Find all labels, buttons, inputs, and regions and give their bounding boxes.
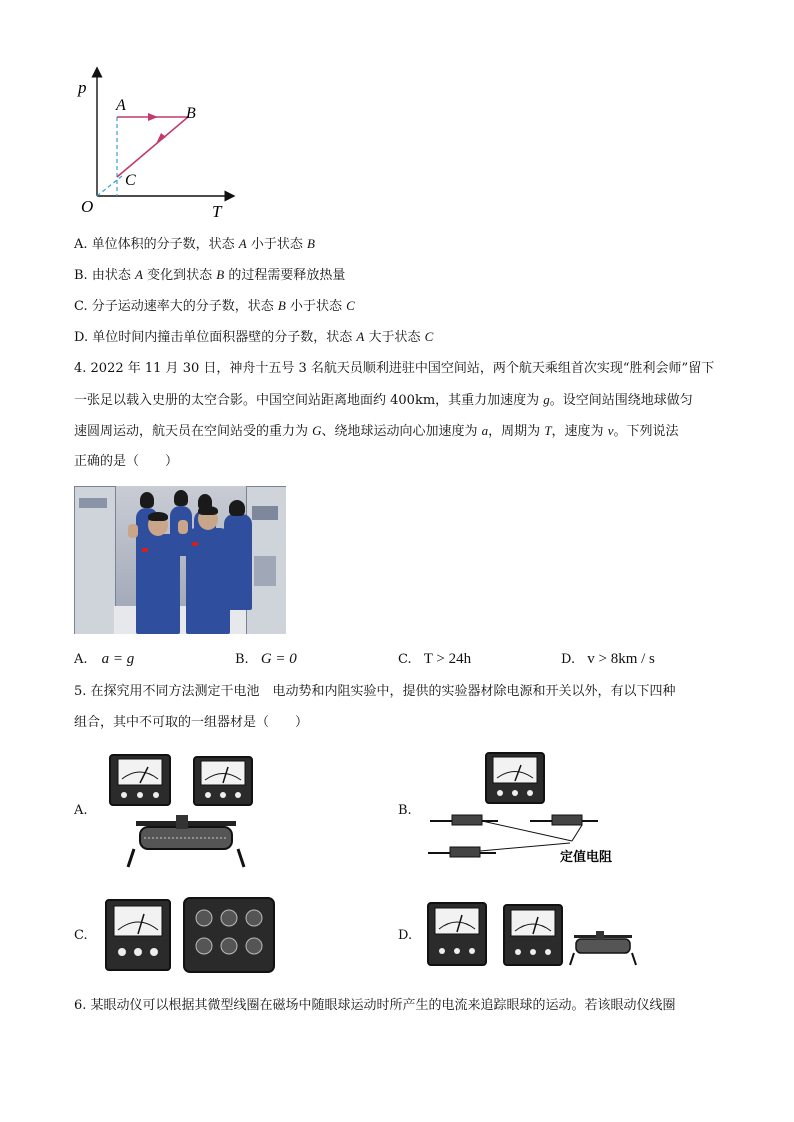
- waving-hand: [128, 524, 138, 538]
- astronaut-hair: [198, 506, 218, 515]
- meter-icon: [110, 755, 170, 805]
- q3-option-b: B. 由状态 A 变化到状态 B 的过程需要释放热量: [74, 267, 346, 283]
- photo-equipment: [254, 556, 276, 586]
- arrow-a-b: [148, 113, 158, 121]
- segment-b-c: [117, 117, 188, 177]
- photo-equipment: [79, 498, 107, 508]
- astronaut-head: [174, 490, 188, 506]
- astronaut-photo: [74, 486, 286, 634]
- meter-icon: [106, 900, 170, 970]
- meter-icon: [486, 753, 544, 803]
- rheostat-icon: [570, 931, 636, 965]
- astronaut-head: [229, 500, 245, 516]
- q5-option-d-label: D.: [398, 928, 413, 943]
- meter-icon: [428, 903, 486, 965]
- astronaut-hair: [148, 512, 168, 521]
- q3-option-c: C. 分子运动速率大的分子数，状态 B 小于状态 C: [74, 298, 355, 314]
- point-b-label: B: [186, 105, 196, 122]
- meter-icon: [504, 905, 562, 965]
- meter-icon: [194, 757, 252, 805]
- q4-option-a: A. a = g: [74, 651, 135, 667]
- q5-option-c-apparatus: [100, 888, 280, 976]
- photo-wall-left: [74, 486, 116, 634]
- flag-patch: [192, 542, 198, 546]
- q4-line-4: 正确的是（ ）: [74, 454, 179, 469]
- fixed-resistor-icon: [530, 815, 598, 825]
- resistance-box-icon: [184, 898, 274, 972]
- q5-line-1: 5. 在探究用不同方法测定干电池 电动势和内阻实验中，提供的实验器材除电源和开关以外，有以下四种: [74, 684, 676, 699]
- fixed-resistor-icon: [430, 815, 498, 825]
- astronaut-head: [140, 492, 154, 508]
- q5-option-c-label: C.: [74, 928, 88, 943]
- q4-option-b: B. G = 0: [235, 651, 297, 667]
- fixed-resistor-icon: [428, 847, 496, 857]
- point-c-label: C: [125, 172, 136, 189]
- q5-option-d-apparatus: [424, 895, 639, 975]
- q6-line-1: 6. 某眼动仪可以根据其微型线圈在磁场中随眼球运动时所产生的电流来追踪眼球的运动。若该眼动仪线圈: [74, 998, 676, 1013]
- arrow-b-c: [156, 133, 166, 144]
- y-axis-label: p: [78, 78, 87, 97]
- rheostat-icon: [128, 815, 244, 867]
- photo-equipment: [252, 506, 278, 520]
- x-axis-label: T: [212, 202, 222, 221]
- q4-option-d: D. v > 8km / s: [561, 651, 655, 667]
- resistor-label: 定值电阻: [560, 850, 613, 865]
- q4-line-1: 4. 2022 年 11 月 30 日，神舟十五号 3 名航天员顺利进驻中国空间站，两个航天乘组首次实现“胜利会师”留下: [74, 361, 715, 376]
- flag-patch: [142, 548, 148, 552]
- q5-line-2: 组合，其中不可取的一组器材是（ ）: [74, 715, 309, 730]
- q3-option-a: A. 单位体积的分子数，状态 A 小于状态 B: [74, 236, 315, 252]
- dashed-extension: [97, 176, 122, 196]
- q5-option-a-label: A.: [74, 803, 88, 818]
- q4-option-c: C. T > 24h: [398, 651, 472, 667]
- q3-option-d: D. 单位时间内撞击单位面积器壁的分子数，状态 A 大于状态 C: [74, 329, 434, 345]
- q4-line-2: 一张足以载入史册的太空合影。中国空间站距离地面约 400km，其重力加速度为 g。设空间站围绕地球做匀: [74, 392, 693, 408]
- q5-option-b-label: B.: [398, 803, 412, 818]
- origin-label: O: [81, 197, 94, 216]
- point-a-label: A: [116, 97, 126, 114]
- q4-line-3: 速圆周运动，航天员在空间站受的重力为 G、绕地球运动向心加速度为 a，周期为 T，速度为 v。下列说法: [74, 423, 679, 439]
- q5-option-a-apparatus: [100, 745, 270, 875]
- q5-option-b-apparatus: [422, 745, 642, 875]
- p-t-graph: [70, 66, 240, 226]
- waving-hand: [178, 520, 188, 534]
